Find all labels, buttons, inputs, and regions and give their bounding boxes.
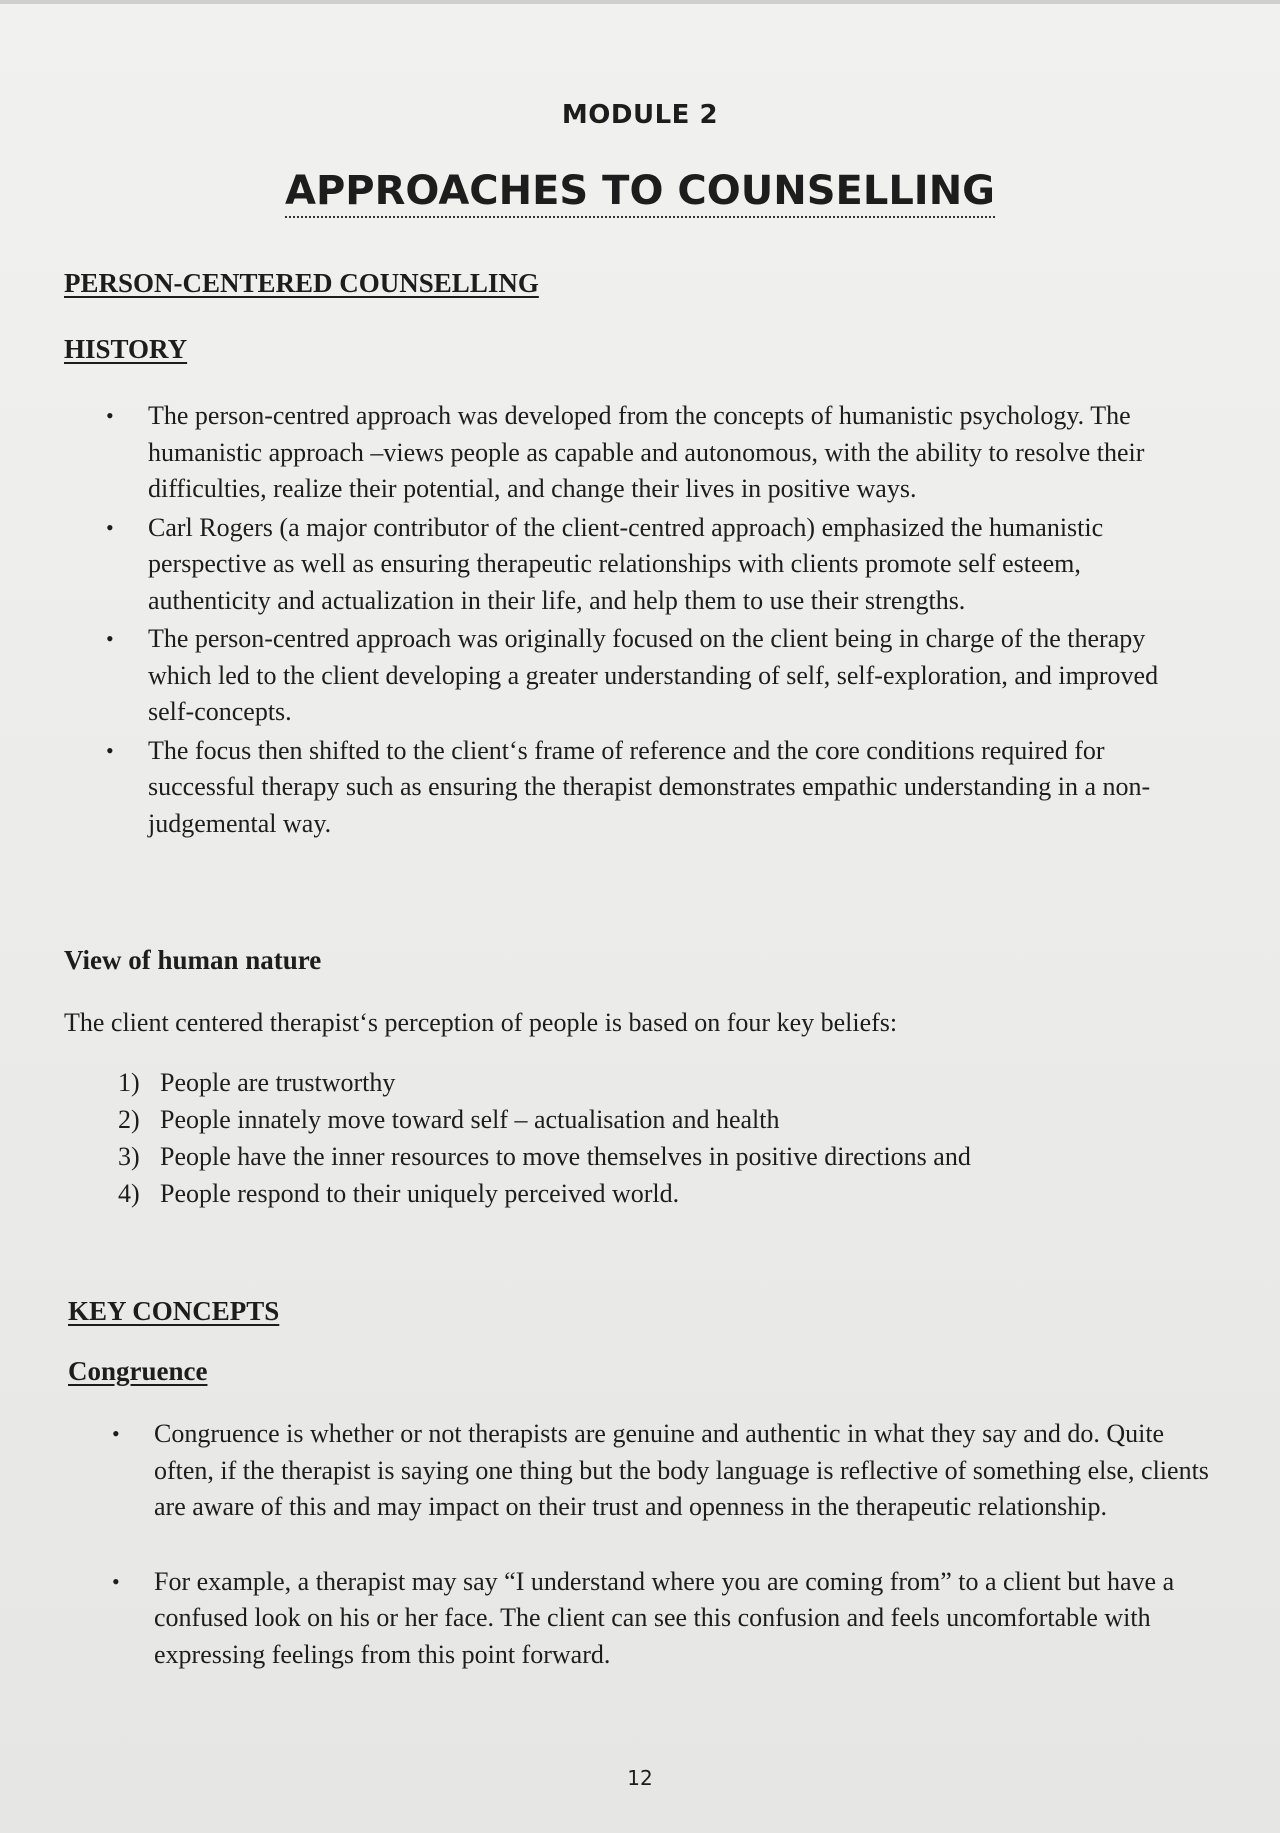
list-item: 4) People respond to their uniquely perceived world. <box>118 1179 680 1208</box>
list-item: 3) People have the inner resources to move themselves in positive directions and <box>118 1142 971 1171</box>
congruence-heading: Congruence <box>68 1356 208 1386</box>
list-item: • For example, a therapist may say “I understand where you are coming from” to a client but have a confused look on his or her face. The client can see this confusion and feels uncomfortable with expressing feelings from this point forward. <box>112 1564 1212 1674</box>
list-item: • The focus then shifted to the client‘s frame of reference and the core conditions required for successful therapy such as ensuring the therapist demonstrates empathic understanding in a non-judgemental way. <box>106 733 1206 843</box>
list-item: 1) People are trustworthy <box>118 1068 396 1097</box>
bullet-icon: • <box>106 626 114 651</box>
section-heading-person-centered: PERSON-CENTERED COUNSELLING <box>64 268 539 298</box>
history-bullet-list <box>106 398 1206 844</box>
view-of-human-nature-heading: View of human nature <box>64 945 322 975</box>
list-item: 2) People innately move toward self – actualisation and health <box>118 1105 780 1134</box>
module-label: MODULE 2 <box>561 100 719 130</box>
beliefs-list <box>118 1064 1218 1212</box>
bullet-icon: • <box>112 1568 120 1594</box>
congruence-bullet-list <box>112 1416 1212 1675</box>
bullet-icon: • <box>106 514 114 540</box>
list-item: • Congruence is whether or not therapists are genuine and authentic in what they say and do. Quite often, if the therapist is saying one thing but the body language is reflective of something else, clients are aware of this and may impact on their trust and openness in the therapeutic relationship. <box>112 1416 1212 1526</box>
page-title-text: APPROACHES TO COUNSELLING <box>285 168 995 218</box>
page-title <box>0 168 1280 214</box>
page-number: 12 <box>627 1766 653 1790</box>
key-concepts-heading: KEY CONCEPTS <box>68 1296 280 1326</box>
view-intro-paragraph: The client centered therapist‘s perception of people is based on four key beliefs: <box>64 1008 898 1037</box>
history-heading: HISTORY <box>64 334 188 364</box>
bullet-icon: • <box>112 1421 120 1446</box>
bullet-icon: • <box>106 737 114 763</box>
list-item: • The person-centred approach was originally focused on the client being in charge of the therapy which led to the client developing a greater understanding of self, self-exploration, and improved self-concepts. <box>106 621 1206 731</box>
page-top-edge <box>0 0 1280 4</box>
list-item: • The person-centred approach was developed from the concepts of humanistic psychology. The humanistic approach –views people as capable and autonomous, with the ability to resolve their difficulties, realize their potential, and change their lives in positive ways. <box>106 398 1206 508</box>
bullet-icon: • <box>106 403 114 428</box>
list-item: • Carl Rogers (a major contributor of the client-centred approach) emphasized the humanistic perspective as well as ensuring therapeutic relationships with clients promote self esteem, authenticity and actualization in their life, and help them to use their strengths. <box>106 510 1206 620</box>
